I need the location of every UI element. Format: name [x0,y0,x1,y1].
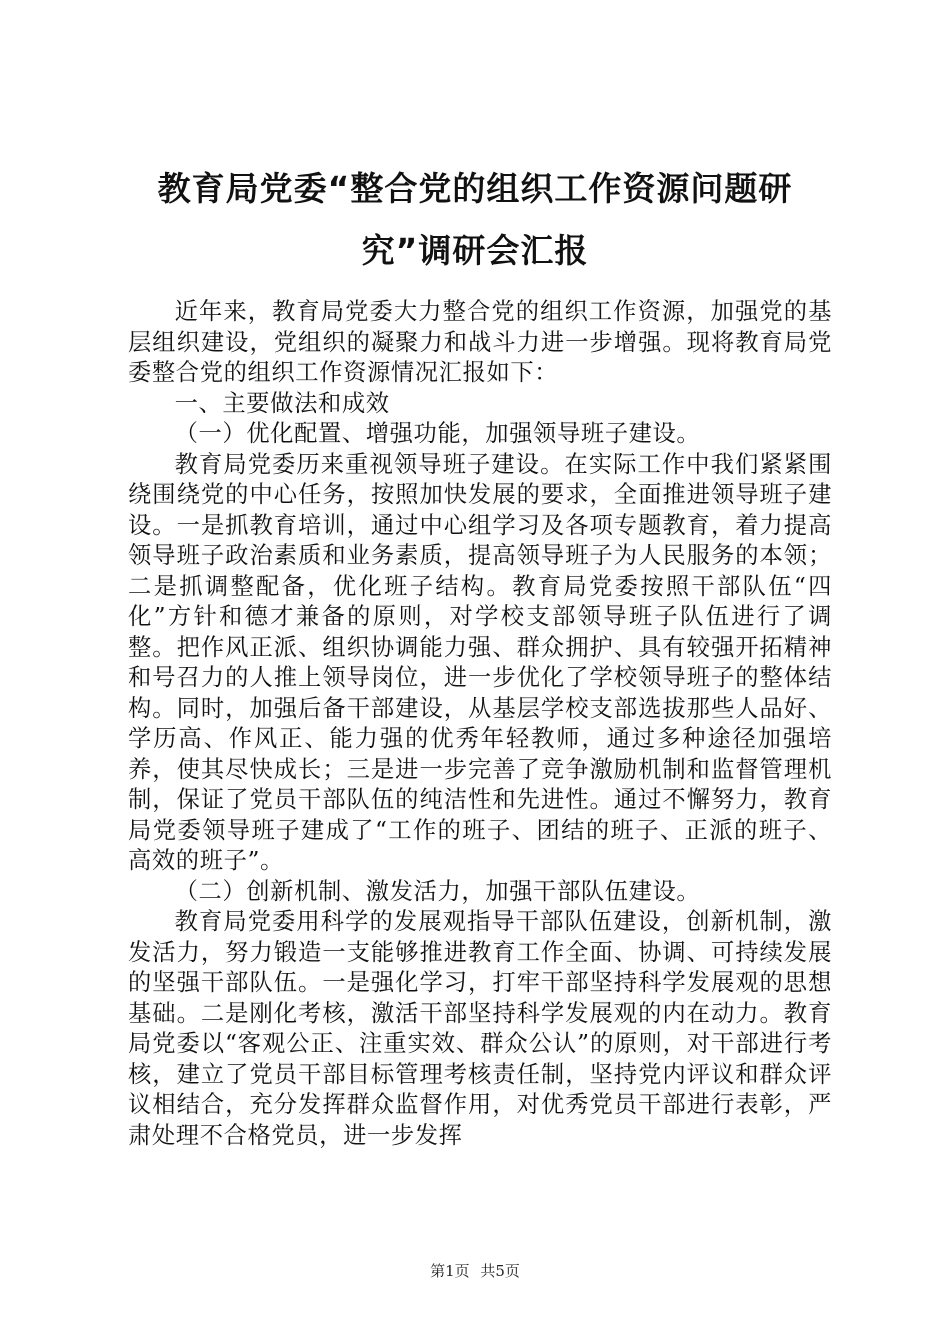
body-paragraph-1: 教育局党委历来重视领导班子建设。在实际工作中我们紧紧围绕围绕党的中心任务，按照加快发展的要求，全面推进领导班子建设。一是抓教育培训，通过中心组学习及各项专题教育，着力提高领导班子政治素质和业务素质，提高领导班子为人民服务的本领；二是抓调整配备，优化班子结构。教育局党委按照干部队伍“四化”方针和德才兼备的原则，对学校支部领导班子队伍进行了调整。把作风正派、组织协调能力强、群众拥护、具有较强开拓精神和号召力的人推上领导岗位，进一步优化了学校领导班子的整体结构。同时，加强后备干部建设，从基层学校支部选拔那些人品好、学历高、作风正、能力强的优秀年轻教师，通过多种途径加强培养，使其尽快成长；三是进一步完善了竞争激励机制和监督管理机制，保证了党员干部队伍的纯洁性和先进性。通过不懈努力，教育局党委领导班子建成了“工作的班子、团结的班子、正派的班子、高效的班子”。 [128,450,832,874]
page-number-total: 共5页 [480,1262,520,1280]
document-title [120,158,830,282]
subsection-heading-1: （一）优化配置、增强功能，加强领导班子建设。 [174,420,701,447]
intro-paragraph: 近年来，教育局党委大力整合党的组织工作资源，加强党的基层组织建设，党组织的凝聚力和战斗力进一步增强。现将教育局党委整合党的组织工作资源情况汇报如下： [128,298,832,386]
section-heading-1: 一、主要做法和成效 [174,389,390,417]
title-line-2: 究”调研会汇报 [361,231,589,270]
page-footer [0,1260,950,1281]
body-paragraph-2: 教育局党委用科学的发展观指导干部队伍建设，创新机制，激发活力，努力锻造一支能够推进教育工作全面、协调、可持续发展的坚强干部队伍。一是强化学习，打牢干部坚持科学发展观的思想基础。二是刚化考核，激活干部坚持科学发展观的内在动力。教育局党委以“客观公正、注重实效、群众公认”的原则，对干部进行考核，建立了党员干部目标管理考核责任制，坚持党内评议和群众评议相结合，充分发挥群众监督作用，对优秀党员干部进行表彰，严肃处理不合格党员，进一步发挥 [128,908,832,1149]
document-body [128,297,832,1151]
subsection-heading-2: （二）创新机制、激发活力，加强干部队伍建设。 [174,877,701,905]
title-line-1: 教育局党委“整合党的组织工作资源问题研 [157,169,793,208]
page-number-current: 第1页 [430,1262,470,1280]
